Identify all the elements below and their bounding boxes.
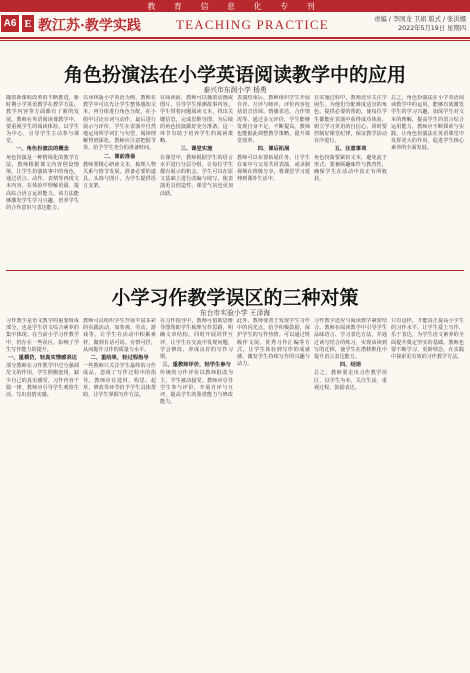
paragraph: 习作教学是语文教学的重要组成部分，也是学生语文综合素养的集中体现。在当前小学习作教学中，仍存在一些误区，影响了学生写作能力的提升。 bbox=[6, 318, 79, 353]
article1-byline: 泰兴市东润小学 杨勇 bbox=[203, 86, 267, 94]
paragraph: 以译林版小学英语为例，教师在教学中可以先让学生整体感知文本，再分组进行角色分配，在小组中讨论台词与动作，最后进行展示与评价。学生在表演中自然地运用所学词汇与句型，阅读理解得到深化。教师应注意把握节奏，给予学生充分的准备时间。 bbox=[83, 95, 156, 152]
paragraph: 随着新课程改革的不断推进，新时期小学英语教学在教学方法、教学内容等方面都有了新的发展。教师在英语阅读课教学中，要重视学生的阅读体验，以学生为中心，引导学生主动参与课堂。 bbox=[6, 95, 79, 145]
page-number: A6 bbox=[1, 15, 19, 32]
paragraph: 在课堂中，教师根据学生的语言水平进行分层分组，让每位学生都有展示的机会。学生可以在原文基础上进行改编与续写，使表演更具创造性，课堂气氛也更加活跃。 bbox=[160, 154, 233, 197]
paragraph: 在阅读前，教师可以播放动画或图片，引导学生预测故事内容。学生带着问题阅读文本，找出关键信息，完成思维导图，为后续的角色扮演做好充分准备。这一环节有助于培养学生的阅读策略。 bbox=[160, 95, 233, 145]
section-banner: 教 育 信 息 化 专 刊 bbox=[0, 0, 470, 12]
article1-title: 角色扮演法在小学英语阅读教学中的应用 bbox=[63, 64, 406, 86]
article2-column bbox=[6, 318, 79, 666]
paragraph: 在习作指导中，教师可借助思维导图帮助学生梳理写作思路，明确文章结构。同时开展同伴互评，让学生在交流中发现问题，学会修改，养成良好的写作习惯。 bbox=[160, 318, 233, 361]
section-title-cn: 教江苏·教学实践 bbox=[38, 18, 141, 34]
article1-column bbox=[6, 95, 79, 265]
paragraph: 角色扮演是一种情境化的教学方法，教师根据课文内容创设情境，让学生扮演故事中的角色，通过语言、动作、表情等再现文本内容，在体验中理解语篇，提高综合语言运用能力。该方法能够激发学生学习兴趣，培养学生的合作意识与表达能力。 bbox=[6, 154, 79, 212]
subheading: 三、重教师评价，轻学生参与 bbox=[162, 362, 231, 369]
subheading: 一、重模仿，轻真实情感表达 bbox=[8, 355, 77, 362]
subheading: 四、课后拓展 bbox=[257, 146, 290, 153]
article1-column bbox=[160, 95, 233, 265]
paragraph: 习作教学还应与阅读教学紧密结合。教师在阅读教学中引导学生品味语言、学习表达方法，并通过读写结合的练习，实现由读到写的迁移，使学生在潜移默化中提升语言表达能力。 bbox=[314, 318, 387, 361]
paragraph: 教师要精心研读文本，梳理人物关系与情节发展，准备必要的道具、头饰与图片，为学生提供语言支架。 bbox=[83, 161, 156, 190]
paragraph: 表演结束后，教师组织学生开展自评、互评与师评，评价内容包括语音语调、情感表达、合作情况等。通过多元评价，学生能够发现自身不足，不断提高。教师也能据此调整教学策略，提升课堂效率。 bbox=[237, 95, 310, 145]
subheading: 三、课堂实施 bbox=[180, 146, 213, 153]
paragraph: 一些教师只关注学生最终的习作成品，忽视了写作过程中的指导。教师应在选材、构思、起草、修改等环节给予学生具体帮助，让学生掌握写作方法。 bbox=[83, 363, 156, 399]
subheading: 五、注意事项 bbox=[334, 146, 367, 153]
article2-column bbox=[391, 318, 464, 666]
editor-credits: 责编 / 李国龙 卫娟 版式 / 张洪娜 bbox=[374, 16, 466, 23]
paragraph: 教师可以布置拓展任务，让学生在家中与父母共同表演，或录制视频在班级分享，将课堂学习延伸到课外生活中。 bbox=[237, 154, 310, 183]
subheading: 二、重结果，轻过程指导 bbox=[90, 355, 149, 362]
paragraph: 部分教师在习作教学中过分强调范文的作用，学生照搬套用，缺少自己的真实感受，习作内容千篇一律。教师应引导学生观察生活，写出真情实感。 bbox=[6, 363, 79, 399]
article-divider bbox=[6, 270, 464, 271]
article1-column bbox=[83, 95, 156, 265]
paragraph: 此外，教师要善于发现学生习作中的闪光点，给予积极鼓励，保护学生的写作热情。可以通过班级作文展、优秀习作汇编等方式，让学生体验到写作的成就感，激发学生持续写作的兴趣与动力。 bbox=[237, 318, 310, 368]
paragraph: 角色扮演要紧扣文本，避免流于形式；要兼顾趣味性与教育性，确保学生在活动中真正有所收获。 bbox=[314, 154, 387, 183]
article2-column bbox=[237, 318, 310, 666]
paragraph: 教师可以组织学生开展丰富多彩的实践活动，如参观、劳动、游戏等，让学生在活动中积累素材，做到有话可说、有情可抒，从而提升习作的质量与水平。 bbox=[83, 318, 156, 353]
paragraph: 只有这样，才能真正提高小学生的习作水平，让学生爱上写作，乐于表达，为学生语文素养的全面提升奠定坚实的基础。教师也要不断学习，更新理念，在实践中探索更有效的习作教学方法。 bbox=[391, 318, 464, 361]
article2-column bbox=[314, 318, 387, 666]
article1-column bbox=[314, 95, 387, 265]
issue-date: 2022年5月19日 星期四 bbox=[398, 25, 466, 32]
header-rule-thin bbox=[0, 40, 470, 41]
section-title-en: TEACHING PRACTICE bbox=[176, 17, 329, 32]
article2-body bbox=[6, 318, 464, 666]
subheading: 一、角色扮演法的概念 bbox=[16, 146, 69, 153]
paragraph: 传统的习作评价以教师批改为主，学生被动接受。教师应引导学生参与评价，开展自评与互评，提高学生的鉴赏能力与修改能力。 bbox=[160, 370, 233, 406]
article2-byline: 东台市实验小学 王泽海 bbox=[199, 309, 271, 317]
edition-meta bbox=[374, 15, 466, 33]
article1-body bbox=[6, 95, 464, 265]
paragraph: 总之，教师要走出习作教学误区，以学生为本，关注生活，重视过程，鼓励表达。 bbox=[314, 370, 387, 391]
page-header bbox=[0, 12, 470, 36]
header-rule bbox=[0, 37, 470, 39]
article2-column bbox=[160, 318, 233, 666]
subheading: 二、课前准备 bbox=[103, 153, 136, 160]
article1-column bbox=[391, 95, 464, 265]
article1-column bbox=[237, 95, 310, 265]
paragraph: 总之，角色扮演法在小学英语阅读教学中的运用，能够有效激发学生的学习兴趣，加深学生对文本的理解，提高学生的语言综合运用能力。教师应不断探索与实践，让角色扮演法在英语课堂中发挥更大的作用，促进学生核心素养的全面发展。 bbox=[391, 95, 464, 152]
e-logo: E bbox=[22, 15, 34, 32]
subheading: 四、结语 bbox=[339, 362, 362, 369]
article2-title: 小学习作教学误区的三种对策 bbox=[111, 287, 359, 309]
article2-column bbox=[83, 318, 156, 666]
paragraph: 在实施过程中，教师还应关注学困生，为他们分配难度适宜的角色，提供必要的帮助，使每位学生都能在表演中获得成功体验，树立学习英语的自信心。同时要控制好课堂纪律，保证教学活动有序进行。 bbox=[314, 95, 387, 145]
